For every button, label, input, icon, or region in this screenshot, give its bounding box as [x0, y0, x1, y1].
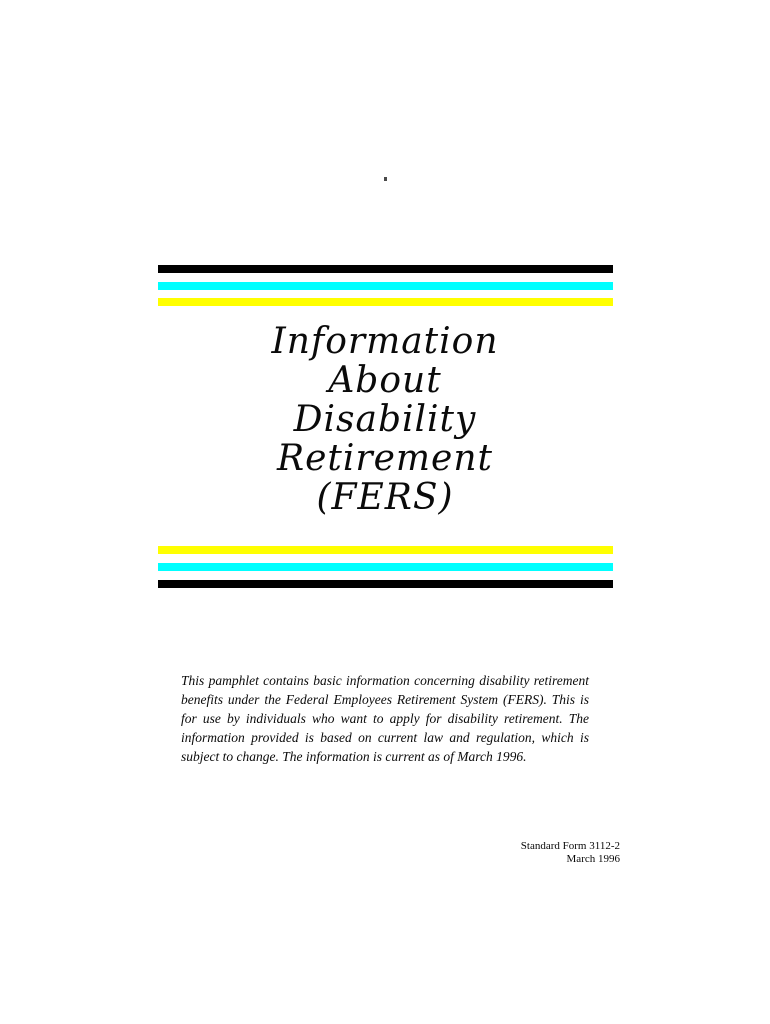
top-bar-cyan: [158, 282, 613, 290]
form-date: March 1996: [566, 853, 620, 865]
title-line-4: Retirement: [277, 438, 493, 479]
title-line-1: Information: [271, 321, 499, 362]
bottom-bar-yellow: [158, 546, 613, 554]
page-title: [0, 322, 770, 517]
form-id-block: [521, 840, 620, 866]
title-line-3: Disability: [293, 399, 477, 440]
top-bar-yellow: [158, 298, 613, 306]
scan-artifact-dot: [384, 177, 387, 181]
title-line-5: (FERS): [316, 477, 454, 518]
form-number: Standard Form 3112-2: [520, 840, 620, 852]
bottom-bar-cyan: [158, 563, 613, 571]
bottom-bar-black: [158, 580, 613, 588]
title-line-2: About: [328, 360, 442, 401]
top-bar-black: [158, 265, 613, 273]
intro-paragraph: This pamphlet contains basic information concerning disability retirement benefits under the Federal Employees Retirement System (FERS). This is for use by individuals who want to apply for disability retirement. The information provided is based on current law and regulation, which is subject to change. The information is current as of March 1996.: [181, 672, 589, 764]
